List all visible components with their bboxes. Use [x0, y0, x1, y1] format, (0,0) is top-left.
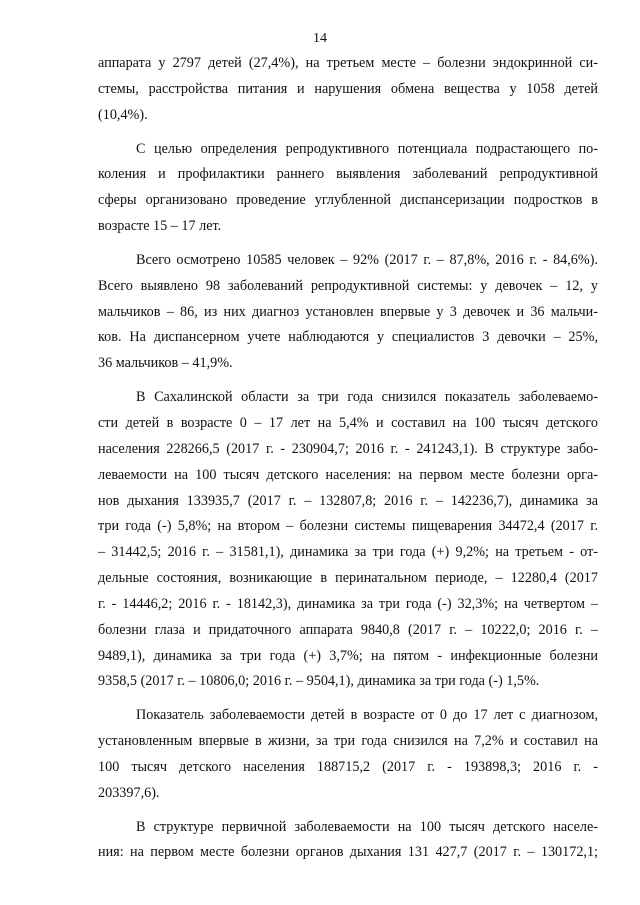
text-line: 9489,1), динамика за три года (+) 3,7%; на пятом - инфекционные болезни: [98, 647, 598, 664]
paragraph: [98, 385, 598, 695]
text-line: стемы, расстройства питания и нарушения обмена вещества у 1058 детей: [98, 80, 598, 97]
text-line: ния: на первом месте болезни органов дыхания 131 427,7 (2017 г. – 130172,1;: [98, 844, 598, 861]
text-line: 36 мальчиков – 41,9%.: [98, 355, 233, 372]
text-line: мальчиков – 86, из них диагноз установлен впервые у 3 девочек и 36 мальчи-: [98, 303, 598, 320]
text-line: леваемости на 100 тысяч детского населения: на первом месте болезни орга-: [98, 466, 598, 483]
text-line: сферы организовано проведение углубленной диспансеризации подростков в: [98, 192, 598, 209]
text-line: 203397,6).: [98, 784, 160, 801]
text-line: населения 228266,5 (2017 г. - 230904,7; 2016 г. - 241243,1). В структуре забо-: [98, 440, 598, 457]
text-line: болезни глаза и придаточного аппарата 9840,8 (2017 г. – 10222,0; 2016 г. –: [98, 621, 598, 638]
text-line: коления и профилактики раннего выявления заболеваний репродуктивной: [98, 166, 598, 183]
text-line: Всего выявлено 98 заболеваний репродуктивной системы: у девочек – 12, у: [98, 277, 598, 294]
paragraph-gap: [98, 129, 598, 137]
text-line: С целью определения репродуктивного потенциала подрастающего по-: [136, 140, 598, 157]
text-line: три года (-) 5,8%; на втором – болезни системы пищеварения 34472,4 (2017 г.: [98, 518, 598, 535]
text-line: – 31442,5; 2016 г. – 31581,1), динамика за три года (+) 9,2%; на третьем - от-: [98, 544, 598, 561]
text-line: Показатель заболеваемости детей в возрасте от 0 до 17 лет с диагнозом,: [136, 707, 598, 724]
paragraph: [98, 248, 598, 377]
paragraph-gap: [98, 807, 598, 815]
paragraph-gap: [98, 377, 598, 385]
text-line: г. - 14446,2; 2016 г. - 18142,3), динамика за три года (-) 32,3%; на четвертом –: [98, 595, 598, 612]
text-line: возрасте 15 – 17 лет.: [98, 218, 222, 235]
text-line: ков. На диспансерном учете наблюдаются у специалистов 3 девочки – 25%,: [98, 329, 598, 346]
text-line: 9358,5 (2017 г. – 10806,0; 2016 г. – 9504,1), динамика за три года (-) 1,5%.: [98, 673, 540, 690]
text-line: дельные состояния, возникающие в перинатальном периоде, – 12280,4 (2017: [98, 570, 598, 587]
text-line: нов дыхания 133935,7 (2017 г. – 132807,8; 2016 г. – 142236,7), динамика за: [98, 492, 598, 509]
page-number: 14: [313, 31, 327, 46]
paragraph-gap: [98, 695, 598, 703]
text-line: установленным впервые в жизни, за три года снизился на 7,2% и составил на: [98, 733, 598, 750]
paragraph: [98, 51, 598, 129]
text-line: В структуре первичной заболеваемости на 100 тысяч детского населе-: [136, 818, 598, 835]
text-line: Всего осмотрено 10585 человек – 92% (2017 г. – 87,8%, 2016 г. - 84,6%).: [136, 251, 598, 268]
paragraph: [98, 137, 598, 240]
paragraph: [98, 703, 598, 806]
paragraph-gap: [98, 240, 598, 248]
text-line: 100 тысяч детского населения 188715,2 (2017 г. - 193898,3; 2016 г. -: [98, 758, 598, 775]
paragraph: [98, 815, 598, 867]
text-line: аппарата у 2797 детей (27,4%), на третьем месте – болезни эндокринной си-: [98, 55, 598, 71]
text-line: (10,4%).: [98, 106, 148, 123]
text-line: сти детей в возрасте 0 – 17 лет на 5,4% и составил на 100 тысяч детского: [98, 414, 598, 431]
text-line: В Сахалинской области за три года снизился показатель заболеваемо-: [136, 389, 598, 406]
page-body: [98, 51, 598, 866]
